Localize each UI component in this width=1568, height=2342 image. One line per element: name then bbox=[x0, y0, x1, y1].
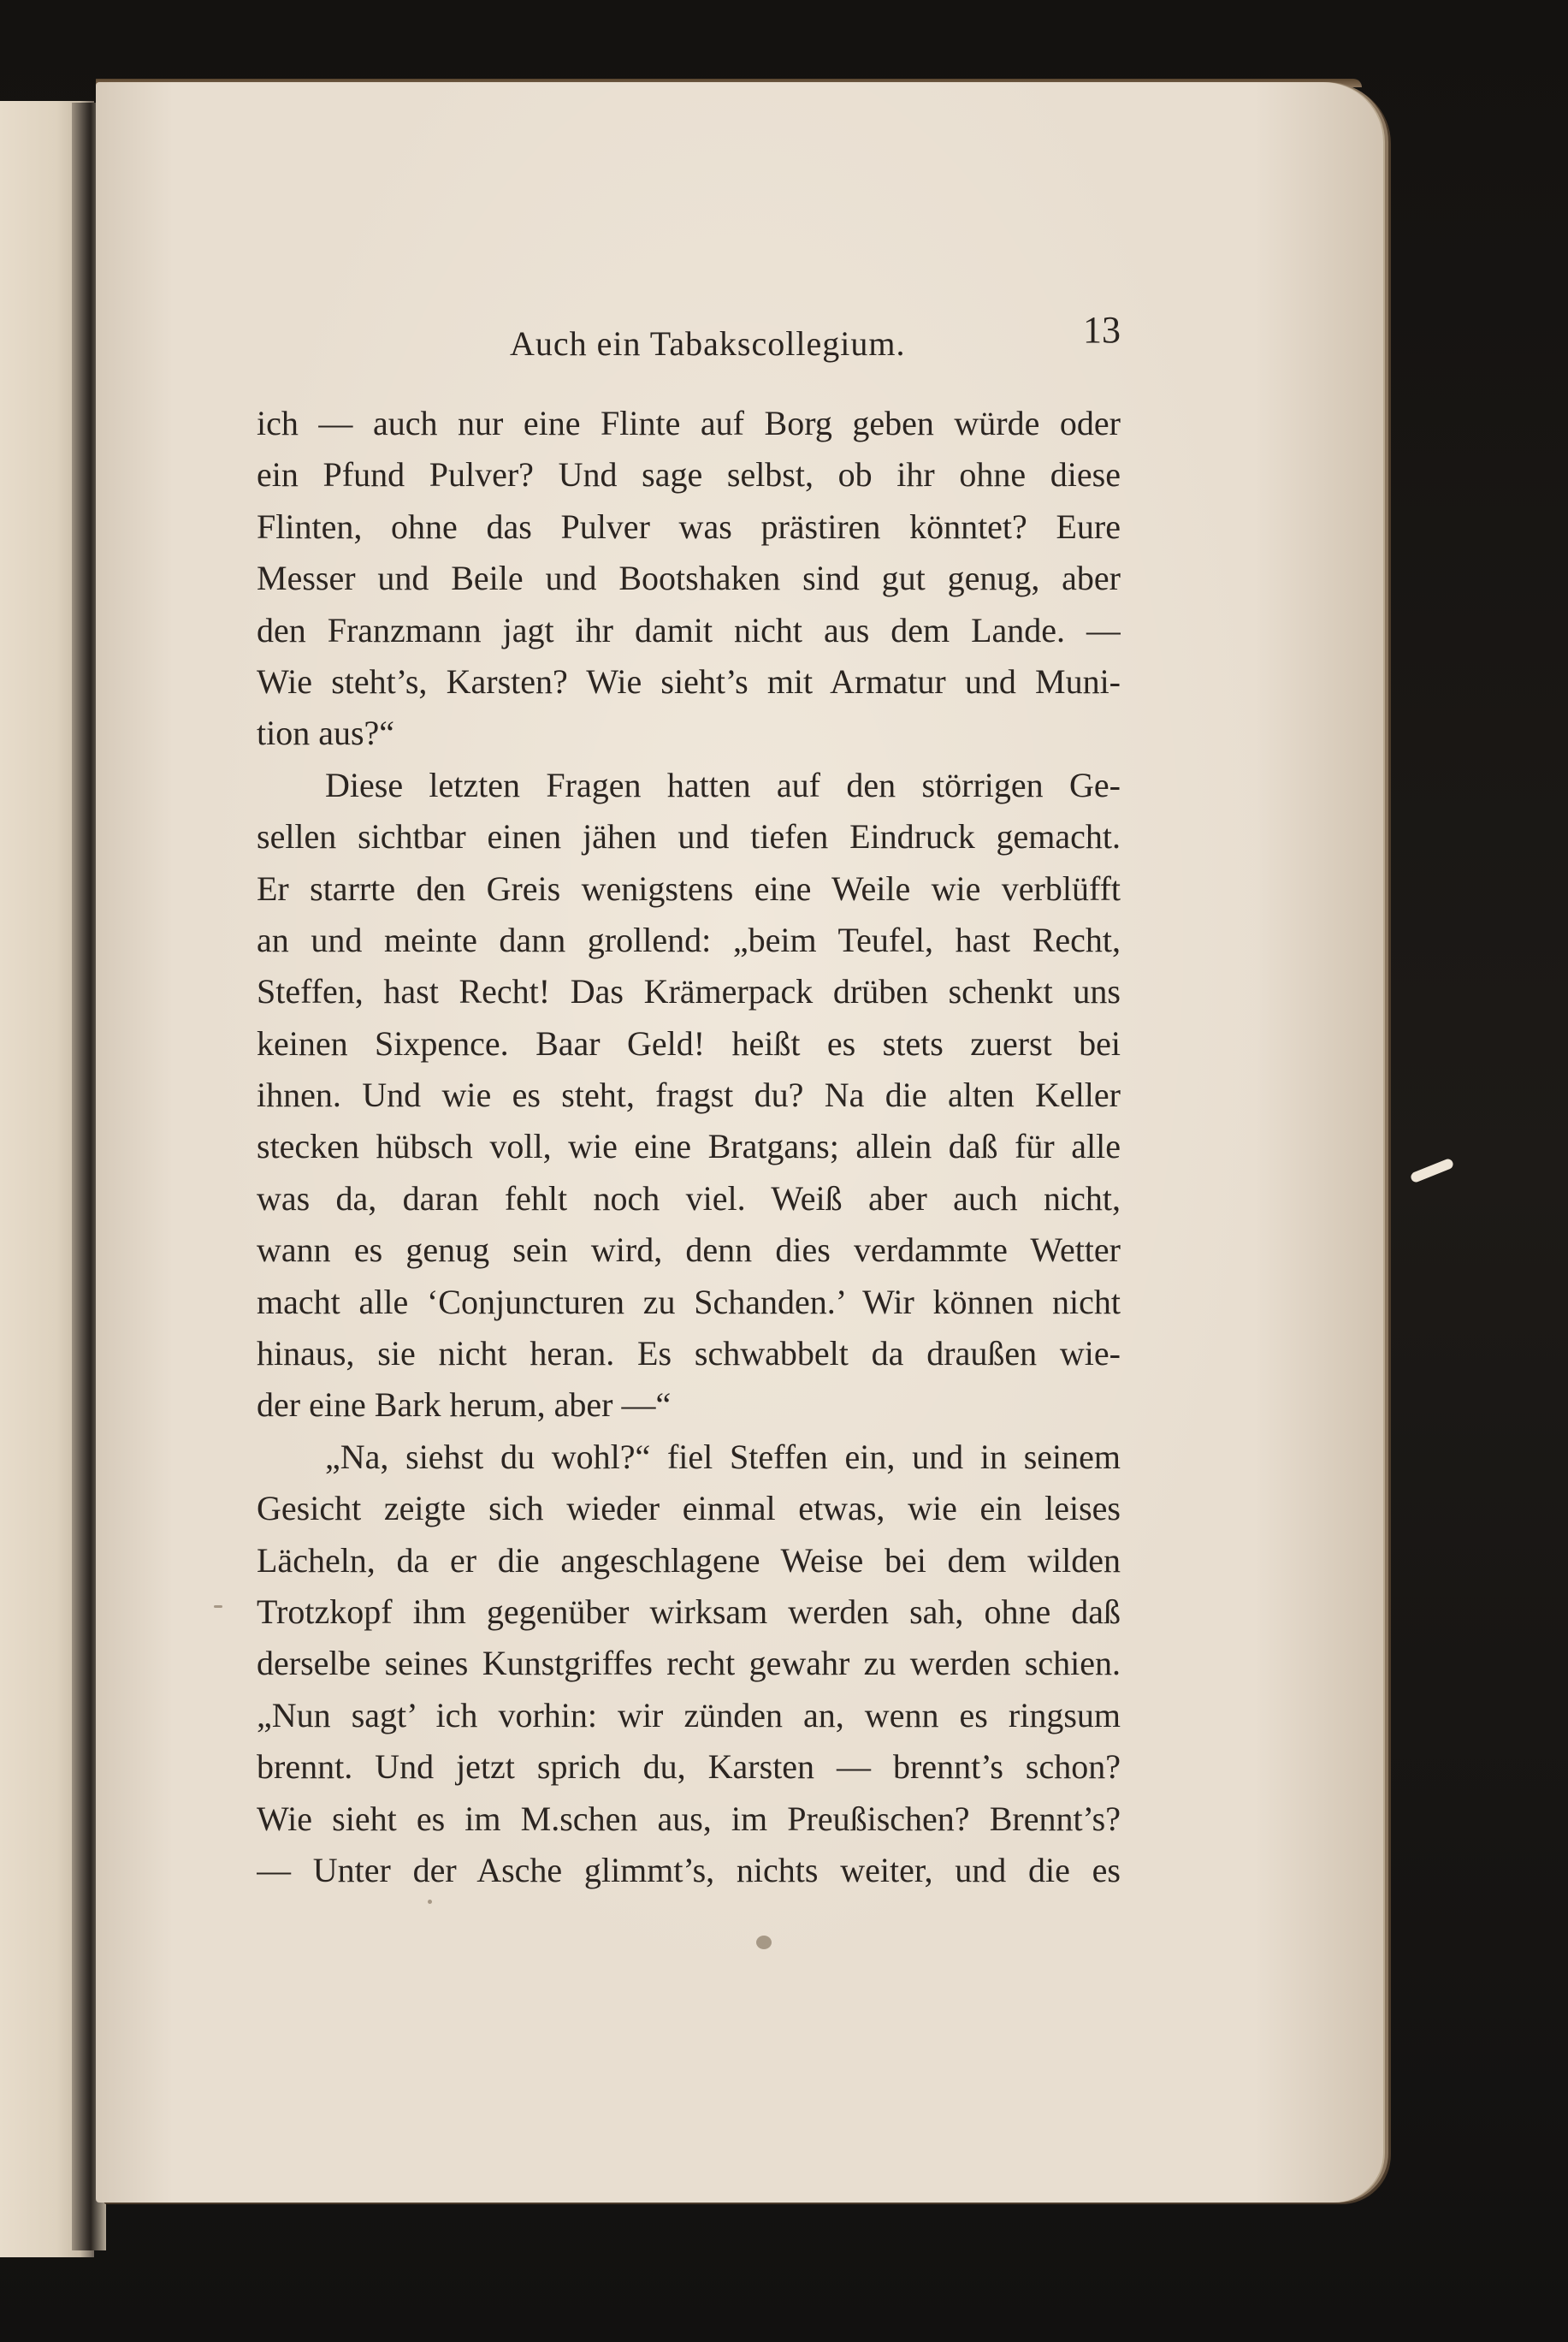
text-line: ich — auch nur eine Flinte auf Borg geben würde oder bbox=[257, 404, 1121, 442]
text-line: Messer und Beile und Bootshaken sind gut genug, aber bbox=[257, 559, 1121, 598]
text-line: ein Pfund Pulver? Und sage selbst, ob ihr ohne diese bbox=[257, 455, 1121, 495]
text-line: sellen sichtbar einen jähen und tiefen Eindruck gemacht. bbox=[257, 817, 1121, 857]
text-line: derselbe seines Kunstgriffes recht gewahr zu werden schien. bbox=[257, 1644, 1121, 1683]
text-line: „Na, siehst du wohl?“ fiel Steffen ein, und in seinem bbox=[325, 1437, 1121, 1476]
ink-speck bbox=[214, 1605, 222, 1608]
text-line: an und meinte dann grollend: „beim Teufel, hast Recht, bbox=[257, 920, 1121, 959]
text-line: Flinten, ohne das Pulver was prästiren könntet? Eure bbox=[257, 507, 1121, 546]
text-line: Trotzkopf ihm gegenüber wirksam werden sah, ohne daß bbox=[257, 1592, 1121, 1631]
text-line: Wie sieht es im M.schen aus, im Preußischen? Brennt’s? bbox=[257, 1799, 1121, 1838]
text-line: was da, daran fehlt noch viel. Weiß aber auch nicht, bbox=[257, 1178, 1121, 1218]
text-line: macht alle ‘Conjuncturen zu Schanden.’ Wir können nicht bbox=[257, 1282, 1121, 1321]
text-line: brennt. Und jetzt sprich du, Karsten — brennt’s schon? bbox=[257, 1747, 1121, 1787]
page-header bbox=[257, 308, 1121, 368]
text-line: Gesicht zeigte sich wieder einmal etwas, wie ein leises bbox=[257, 1489, 1121, 1528]
text-line: Wie steht’s, Karsten? Wie sieht’s mit Armatur und Muni- bbox=[257, 661, 1121, 701]
text-line: Diese letzten Fragen hatten auf den störrigen Ge- bbox=[325, 765, 1121, 804]
text-line: Steffen, hast Recht! Das Krämerpack drüben schenkt uns bbox=[257, 972, 1121, 1011]
text-line: hinaus, sie nicht heran. Es schwabbelt da draußen wie- bbox=[257, 1334, 1121, 1373]
body-text bbox=[257, 398, 1121, 1896]
text-line: „Nun sagt’ ich vorhin: wir zünden an, wenn es ringsum bbox=[257, 1695, 1121, 1734]
ink-speck bbox=[428, 1900, 432, 1904]
text-line: stecken hübsch voll, wie eine Bratgans; allein daß für alle bbox=[257, 1127, 1121, 1166]
running-title: Auch ein Tabakscollegium. bbox=[510, 324, 906, 363]
text-line: Lächeln, da er die angeschlagene Weise bei dem wilden bbox=[257, 1540, 1121, 1580]
text-line: — Unter der Asche glimmt’s, nichts weiter, und die es bbox=[257, 1850, 1121, 1889]
text-line: den Franzmann jagt ihr damit nicht aus dem Lande. — bbox=[257, 610, 1121, 649]
text-line: der eine Bark herum, aber —“ bbox=[257, 1385, 672, 1425]
ink-speck bbox=[756, 1936, 772, 1949]
text-line: wann es genug sein wird, denn dies verdammte Wetter bbox=[257, 1230, 1121, 1270]
text-line: keinen Sixpence. Baar Geld! heißt es stets zuerst bei bbox=[257, 1023, 1121, 1063]
page-number: 13 bbox=[1083, 309, 1121, 351]
text-line: tion aus?“ bbox=[257, 714, 395, 753]
text-line: Er starrte den Greis wenigstens eine Weile wie verblüfft bbox=[257, 869, 1121, 908]
text-line: ihnen. Und wie es steht, fragst du? Na die alten Keller bbox=[257, 1076, 1121, 1115]
